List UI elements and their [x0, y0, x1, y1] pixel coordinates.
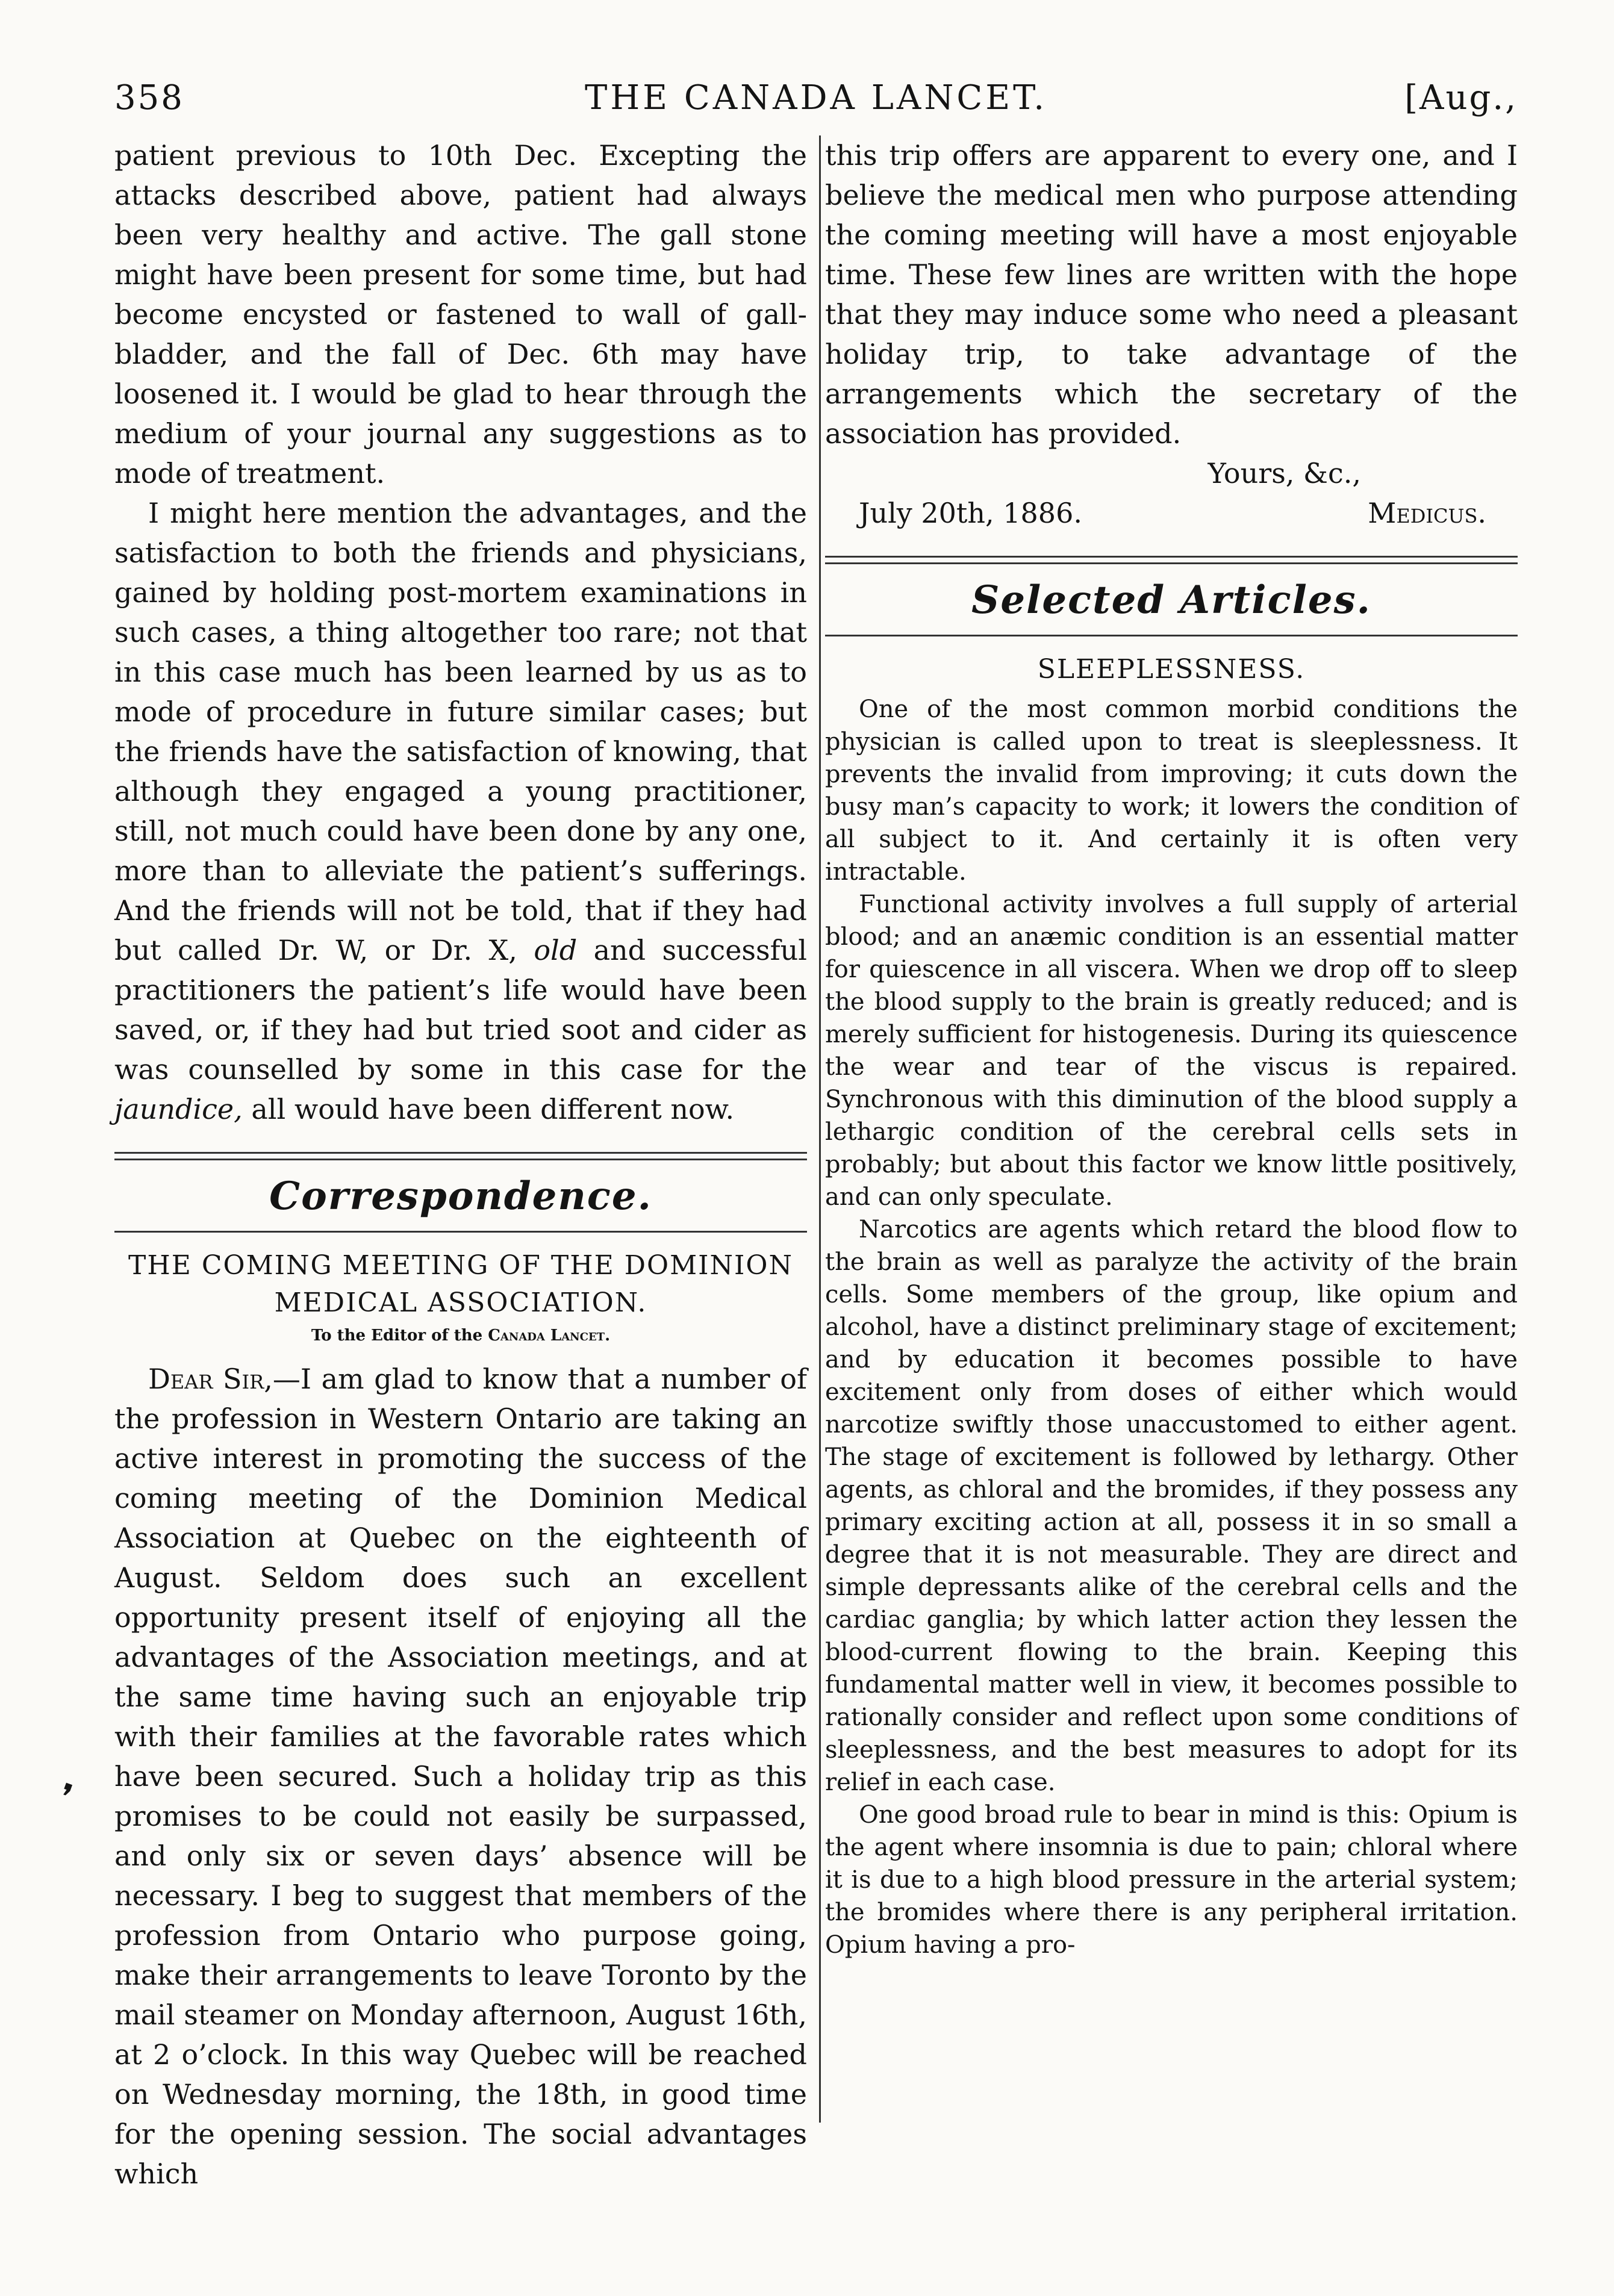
section-rule	[825, 635, 1518, 636]
page-header	[114, 78, 1518, 126]
double-rule	[114, 1152, 807, 1160]
column-divider	[819, 135, 821, 2123]
postmortem-text-b: and successful practitioners the patient’s life would have been saved, or, if they had but tried soot and cider as was counselled by some in this case for the	[114, 934, 807, 1086]
correspondence-heading: Correspondence.	[269, 1174, 652, 1219]
signature: Medicus.	[1368, 497, 1486, 529]
dateline	[825, 493, 1518, 533]
postmortem-text-a: I might here mention the advantages, and the satisfaction to both the friends and physicians, gained by holding post-mortem examinations in such cases, a thing altogether too rare; not that in this case much has been learned by us as to mode of procedure in future similar cases; but the friends have the satisfaction of knowing, that although they engaged a young practitioner, still, not much could have been done by any one, more than to alleviate the patient’s sufferings. And the friends will not be told, that if they had but called Dr. W, or Dr. X,	[114, 497, 807, 966]
salutation: Dear Sir,	[148, 1363, 273, 1395]
article-paragraph: One good broad rule to bear in mind is this: Opium is the agent where insomnia is due to pain; chloral where it is due to a high blood pressure in the arterial system; the bromides where there is any peripheral irritation. Opium having a pro-	[825, 1801, 1518, 1959]
letter-body	[114, 1359, 807, 2194]
editor-note-journal: Canada Lancet.	[488, 1327, 611, 1345]
letter-continued: this trip offers are apparent to every one, and I believe the medical men who purpose attending the coming meeting will have a most enjoyable time. These few lines are written with the hope that they may induce some who need a pleasant holiday trip, to take advantage of the arrangements which the secretary of the association has provided.	[825, 139, 1518, 450]
closing: Yours, &c.,	[1207, 457, 1361, 490]
issue-month: [Aug.,	[1404, 78, 1518, 117]
postmortem-text-c: all would have been different now.	[251, 1093, 735, 1125]
postmortem-italic-jaundice: jaundice,	[114, 1093, 243, 1125]
continued-paragraph: patient previous to 10th Dec. Excepting the attacks described above, patient had always been very healthy and active. The gall stone might have been present for some time, but had become encysted or fastened to wall of gall-bladder, and the fall of Dec. 6th may have loosened it. I would be glad to hear through the medium of your journal any suggestions as to mode of treatment.	[114, 139, 807, 490]
section-rule	[114, 1231, 807, 1233]
article-title: SLEEPLESSNESS.	[1037, 654, 1306, 685]
article-paragraph: Functional activity involves a full supply of arterial blood; and an anæmic condition is an essential matter for quiescence in all viscera. When we drop off to sleep the blood supply to the brain is greatly reduced; and is merely sufficient for histogenesis. During its quiescence the wear and tear of the viscus is repaired. Synchronous with this diminution of the blood supply a lethargic condition of the cerebral cells sets in probably; but about this factor we know little positively, and can only speculate.	[825, 891, 1518, 1211]
editor-note	[114, 1327, 807, 1345]
page-number: 358	[114, 78, 184, 117]
article-paragraph: Narcotics are agents which retard the blood flow to the brain as well as paralyze the activity of the brain cells. Some members of the group, like opium and alcohol, have a distinct preliminary stage of excitement; and by education it becomes possible to have excitement only from doses of either which would narcotize swiftly those unaccustomed to either agent. The stage of excitement is followed by lethargy. Other agents, as chloral and the bromides, if they possess any primary exciting action at all, possess it in so small a degree that it is not measurable. They are direct and simple depressants alike of the cerebral cells and the cardiac ganglia; by which latter action they lessen the blood-current flowing to the brain. Keeping this fundamental matter well in view, it becomes possible to rationally consider and reflect upon some conditions of sleeplessness, and the best measures to adopt for its relief in each case.	[825, 1216, 1518, 1796]
stray-ink-mark: ❜	[52, 1775, 78, 1820]
double-rule	[825, 556, 1518, 564]
article-title: THE COMING MEETING OF THE DOMINION MEDICAL ASSOCIATION.	[128, 1250, 793, 1318]
letter-text: —I am glad to know that a number of the profession in Western Ontario are taking an active interest in promoting the success of the coming meeting of the Dominion Medical Association at Quebec on the eighteenth of August. Seldom does such an excellent opportunity present itself of enjoying all the advantages of the Association meetings, and at the same time having such an enjoyable trip with their families at the favorable rates which have been secured. Such a holiday trip as this promises to be could not easily be surpassed, and only six or seven days’ absence will be necessary. I beg to suggest that members of the profession from Ontario who purpose going, make their arrangements to leave Toronto by the mail steamer on Monday afternoon, August 16th, at 2 o’clock. In this way Quebec will be reached on Wednesday morning, the 18th, in good time for the opening session. The social advantages which	[114, 1363, 807, 2190]
right-column	[825, 135, 1518, 1961]
postmortem-italic-old: old	[534, 934, 578, 966]
left-column	[114, 135, 807, 2194]
editor-note-prefix: To the Editor of the	[311, 1327, 483, 1345]
postmortem-paragraph	[114, 493, 807, 1129]
article-paragraph: One of the most common morbid conditions the physician is called upon to treat is sleeplessness. It prevents the invalid from improving; it cuts down the busy man’s capacity to work; it lowers the condition of all subject to it. And certainly it is often very intractable.	[825, 695, 1518, 886]
journal-title: THE CANADA LANCET.	[584, 78, 1047, 117]
selected-articles-heading: Selected Articles.	[971, 577, 1371, 623]
letter-date: July 20th, 1886.	[859, 497, 1082, 529]
